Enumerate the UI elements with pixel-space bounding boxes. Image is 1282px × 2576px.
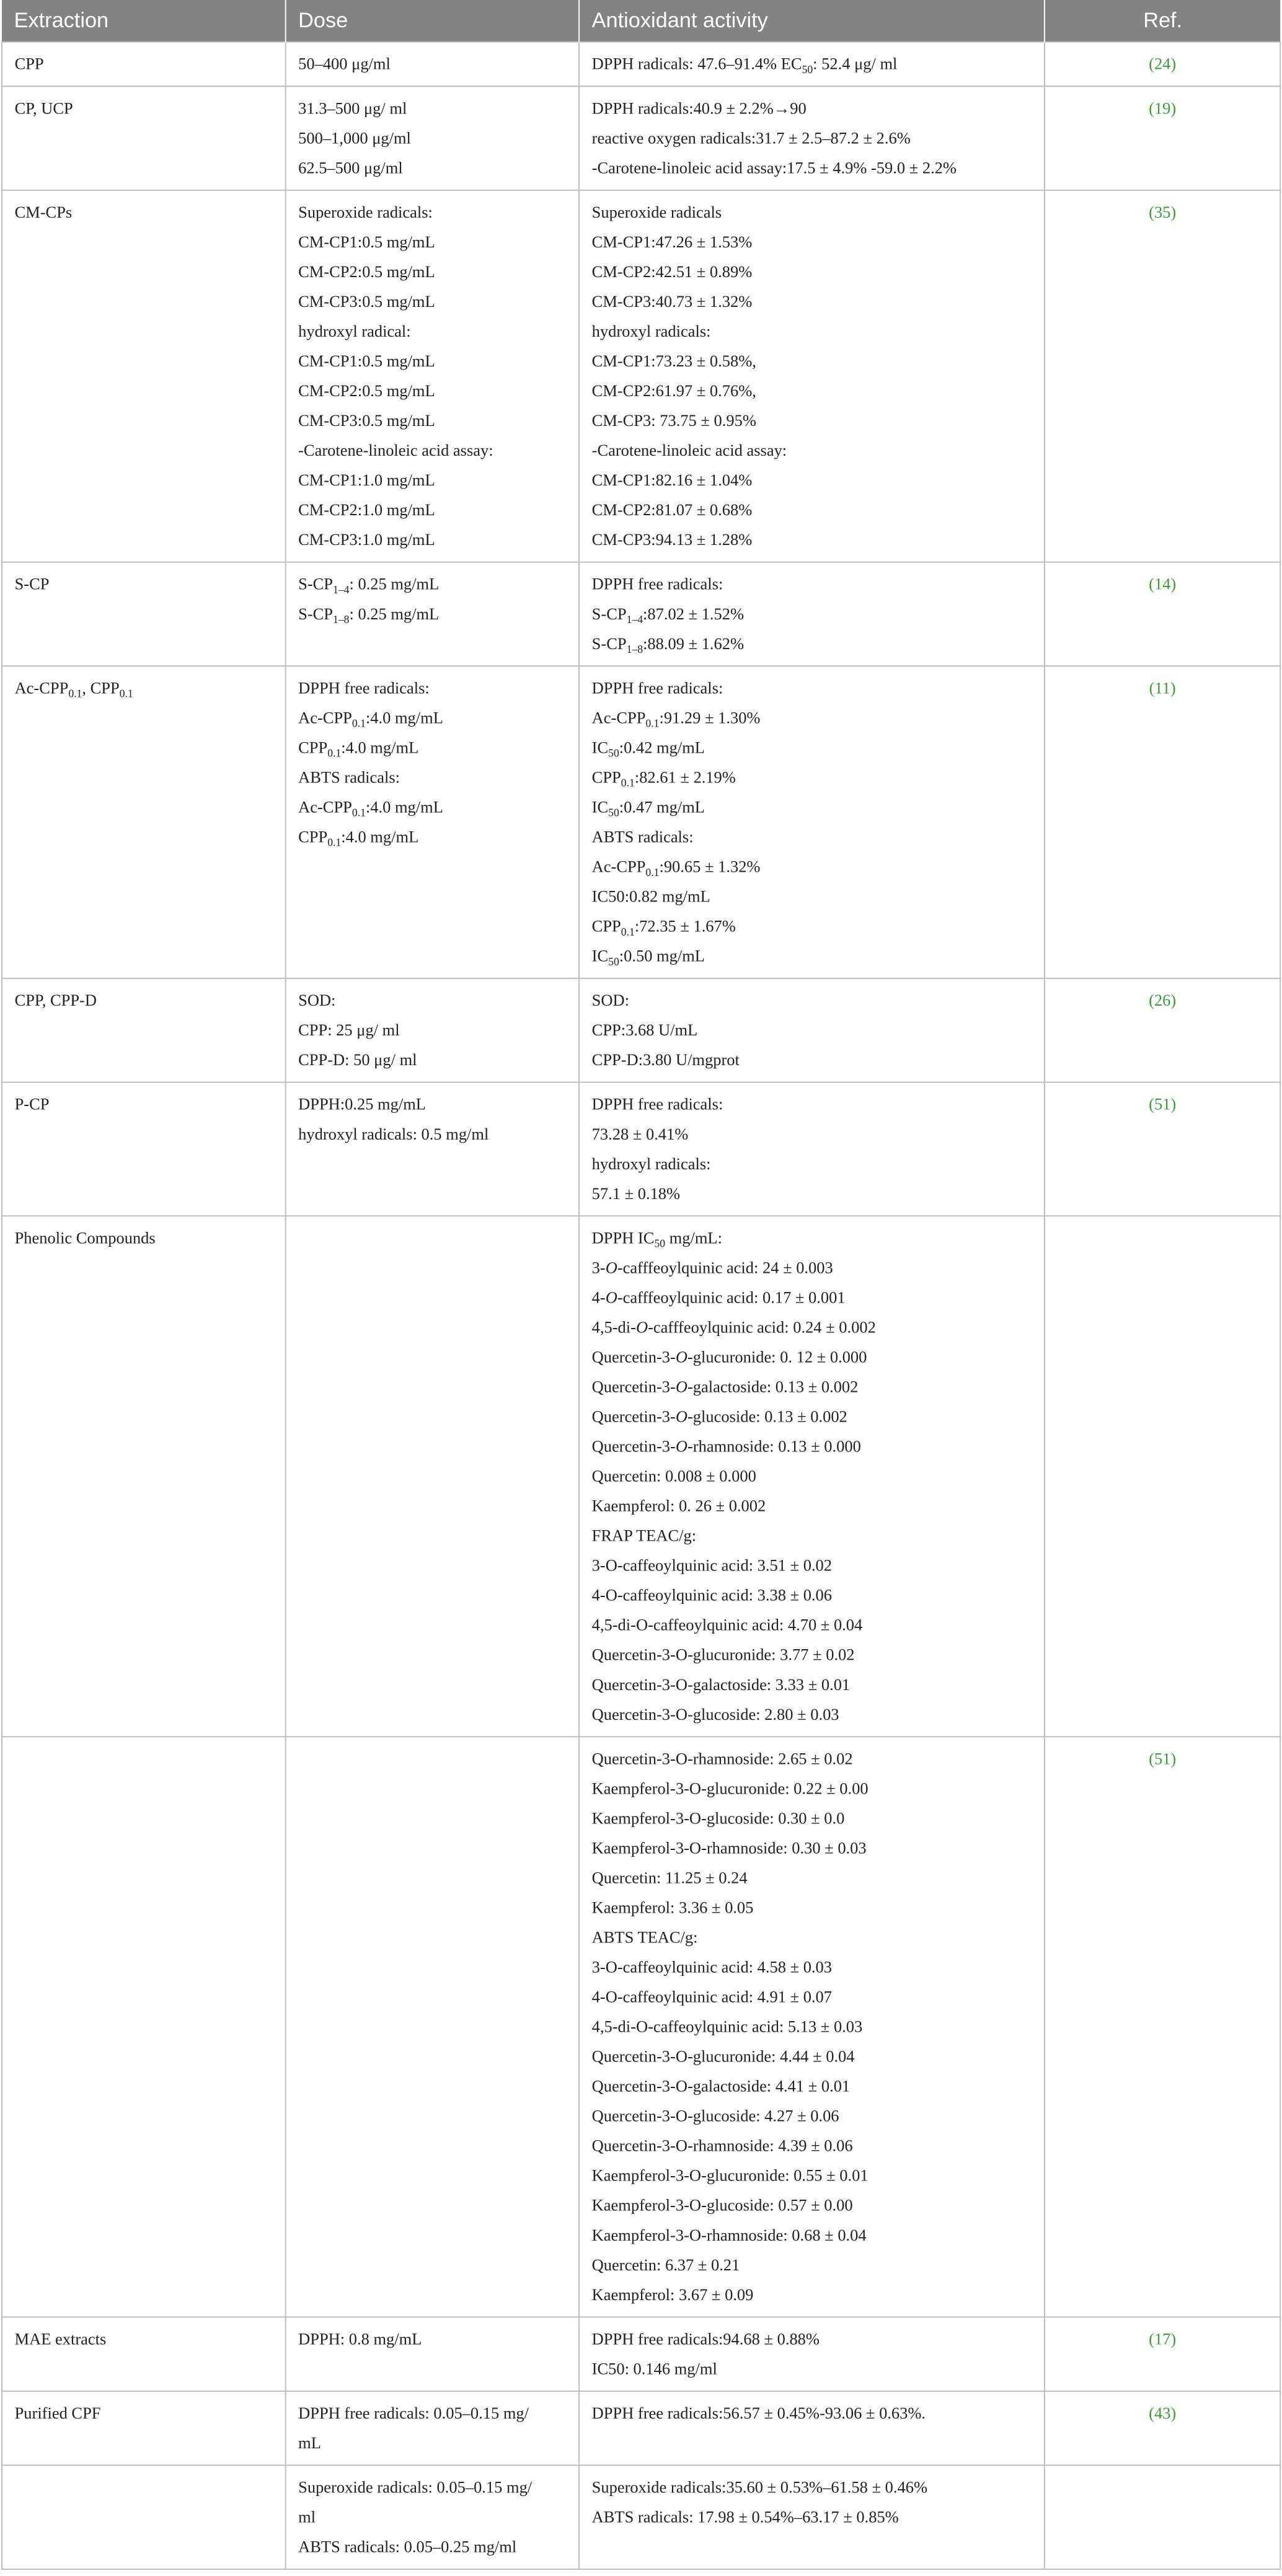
activity-line: DPPH $IC_{50}$ mg/mL: [591, 1228, 722, 1250]
cell-dose [286, 562, 580, 666]
activity-line: Quercetin: 11.25 ± 0.24 [591, 1868, 748, 1887]
activity-line: hydroxyl radicals: [591, 1154, 711, 1173]
header-extraction: Extraction [2, 0, 286, 42]
activity-line: Kaempferol-3-O-glucuronide: 0.55 ± 0.01 [591, 2166, 869, 2185]
cell-dose [286, 666, 580, 978]
cell-activity [579, 666, 1045, 978]
activity-line: Quercetin-3-O-glucoside: 4.27 ± 0.06 [591, 2107, 839, 2125]
cell-extraction [2, 1737, 286, 2317]
activity-line: Superoxide radicals:35.60 ± 0.53%–61.58 ± 0.46% [591, 2477, 928, 2497]
cell-dose [286, 2391, 580, 2466]
reference-link[interactable]: (26) [1149, 991, 1177, 1010]
activity-line: CM-CP2:81.07 ± 0.68% [591, 500, 753, 520]
extraction-line: Phenolic Compounds [14, 1228, 156, 1247]
cell-ref [1045, 1737, 1280, 2317]
dose-line: CM-CP2:0.5 mg/mL [298, 262, 435, 281]
activity-line: DPPH free radicals:94.68 ± 0.88% [591, 2329, 820, 2348]
activity-line: CM-CP2:61.97 ± 0.76%, [591, 381, 756, 400]
dose-line: ABTS radicals: 0.05–0.25 mg/ml [298, 2538, 517, 2556]
extraction-line: CPP, CPP-D [14, 991, 97, 1010]
dose-line: $CPP_{0.1}:4.0$ mg/mL [298, 827, 419, 849]
activity-line: Kaempferol-3-O-glucoside: 0.30 ± 0.0 [591, 1808, 845, 1828]
cell-activity [579, 1082, 1045, 1216]
dose-line: Superoxide radicals: 0.05–0.15 mg/ [298, 2477, 533, 2497]
dose-line: DPPH free radicals: 0.05–0.15 mg/ [298, 2404, 529, 2422]
activity-line: ABTS radicals: [591, 827, 694, 846]
activity-line: $CPP_{0.1}:72.35 \pm 1.67\%$ [591, 917, 736, 938]
activity-line: CM-CP2:42.51 ± 0.89% [591, 262, 753, 281]
table-row [2, 1082, 1280, 1216]
cell-extraction [2, 2465, 286, 2569]
table-row [2, 2317, 1280, 2391]
table-row [2, 978, 1280, 1082]
activity-line: $IC_{50}:0.47$ mg/mL [591, 797, 705, 819]
activity-line: $CPP_{0.1}:82.61 \pm 2.19\%$ [591, 768, 736, 789]
activity-line: DPPH free radicals: [591, 575, 723, 593]
activity-line: $Ac-CPP_{0.1}:90.65 \pm 1.32\%$ [591, 857, 761, 879]
cell-activity [579, 2465, 1045, 2569]
cell-activity [579, 42, 1045, 87]
dose-line: CM-CP1:1.0 mg/mL [298, 471, 435, 490]
cell-ref [1045, 2465, 1280, 2569]
extraction-line: CP, UCP [14, 99, 73, 118]
activity-line: Kaempferol: 0. 26 ± 0.002 [591, 1497, 766, 1515]
activity-line: ABTS radicals: 17.98 ± 0.54%–63.17 ± 0.85% [591, 2508, 899, 2526]
activity-line: Quercetin-3-O-galactoside: 3.33 ± 0.01 [591, 1675, 851, 1694]
activity-line: Kaempferol-3-O-glucuronide: 0.22 ± 0.00 [591, 1779, 869, 1798]
activity-line: Quercetin-3-O-glucoside: 2.80 ± 0.03 [591, 1705, 839, 1724]
activity-line: Quercetin-3-O-rhamnoside: 0.13 ± 0.000 [591, 1437, 861, 1456]
cell-extraction [2, 978, 286, 1082]
table-row [2, 2391, 1280, 2466]
activity-line: $IC_{50}:0.50$ mg/mL [591, 947, 705, 968]
activity-line: 4-O-caffeoylquinic acid: 3.38 ± 0.06 [591, 1586, 833, 1604]
cell-extraction [2, 562, 286, 666]
activity-line: CM-CP3:94.13 ± 1.28% [591, 530, 753, 549]
reference-link[interactable]: (35) [1149, 203, 1177, 221]
cell-extraction [2, 666, 286, 978]
table-row [2, 1737, 1280, 2317]
dose-line: CM-CP2:1.0 mg/mL [298, 500, 435, 520]
antioxidant-table [1, 0, 1281, 2570]
header-activity: Antioxidant activity [579, 0, 1045, 42]
cell-ref [1045, 562, 1280, 666]
activity-line: Quercetin-3-O-glucuronide: 4.44 ± 0.04 [591, 2047, 855, 2066]
activity-line: FRAP TEAC/g: [591, 1526, 697, 1545]
activity-line: DPPH radicals: 47.6–91.4% $EC_{50}$: 52.4 μg/ ml [591, 55, 898, 76]
activity-line: Quercetin-3-O-rhamnoside: 2.65 ± 0.02 [591, 1749, 853, 1768]
activity-line: $S-CP_{1-8}:88.09 \pm 1.62\%$ [591, 634, 745, 655]
cell-extraction [2, 1082, 286, 1216]
activity-line: 73.28 ± 0.41% [591, 1125, 689, 1143]
activity-line: hydroxyl radicals: [591, 322, 711, 340]
reference-link[interactable]: (17) [1149, 2329, 1177, 2348]
dose-line: CM-CP1:0.5 mg/mL [298, 352, 435, 370]
table-row [2, 42, 1280, 87]
cell-dose [286, 1737, 580, 2317]
activity-line: IC50: 0.146 mg/ml [591, 2359, 717, 2378]
cell-activity [579, 978, 1045, 1082]
cell-dose [286, 2317, 580, 2391]
activity-line: 3-O-caffeoylquinic acid: 3.51 ± 0.02 [591, 1556, 833, 1575]
cell-ref [1045, 2317, 1280, 2391]
dose-line: ABTS radicals: [298, 768, 400, 787]
activity-line: Superoxide radicals [591, 203, 722, 221]
table-row [2, 2465, 1280, 2569]
dose-line: CM-CP2:0.5 mg/mL [298, 381, 435, 400]
activity-line: Quercetin-3-O-galactoside: 4.41 ± 0.01 [591, 2077, 851, 2096]
cell-activity [579, 2391, 1045, 2466]
extraction-line: Purified CPF [14, 2404, 101, 2422]
dose-line: hydroxyl radicals: 0.5 mg/ml [298, 1125, 489, 1143]
cell-ref [1045, 978, 1280, 1082]
extraction-line: S-CP [14, 575, 50, 593]
activity-line: Quercetin-3-O-glucuronide: 0. 12 ± 0.000 [591, 1347, 867, 1366]
activity-line: IC50:0.82 mg/mL [591, 887, 710, 906]
dose-line: 500–1,000 μg/ml [298, 128, 411, 148]
activity-line: 4,5-di-O-cafffeoylquinic acid: 0.24 ± 0.002 [591, 1317, 876, 1337]
cell-dose [286, 1082, 580, 1216]
activity-line: ABTS TEAC/g: [591, 1928, 698, 1947]
dose-line: CPP: 25 μg/ ml [298, 1020, 400, 1040]
dose-line: hydroxyl radical: [298, 322, 411, 340]
dose-line: $CPP_{0.1}:4.0$ mg/mL [298, 738, 419, 759]
dose-line: 31.3–500 μg/ ml [298, 99, 407, 118]
activity-line: 4,5-di-O-caffeoylquinic acid: 5.13 ± 0.03 [591, 2017, 863, 2036]
activity-line: CM-CP3: 73.75 ± 0.95% [591, 411, 756, 430]
activity-line: Kaempferol-3-O-rhamnoside: 0.30 ± 0.03 [591, 1838, 867, 1857]
extraction-line: $Ac-CPP_{0.1}$, $CPP_{0.1}$ [14, 678, 133, 700]
activity-line: Kaempferol: 3.67 ± 0.09 [591, 2285, 754, 2304]
extraction-line: P-CP [14, 1095, 50, 1113]
header-ref: Ref. [1045, 0, 1280, 42]
activity-line: 57.1 ± 0.18% [591, 1184, 681, 1203]
activity-line: Kaempferol-3-O-glucoside: 0.57 ± 0.00 [591, 2196, 853, 2215]
activity-line: DPPH free radicals: [591, 678, 723, 697]
activity-line: CM-CP3:40.73 ± 1.32% [591, 292, 753, 311]
cell-dose [286, 978, 580, 1082]
table-row [2, 1216, 1280, 1737]
header-row [2, 0, 1280, 42]
cell-activity [579, 2317, 1045, 2391]
activity-line: 4-O-cafffeoylquinic acid: 0.17 ± 0.001 [591, 1288, 846, 1307]
cell-activity [579, 190, 1045, 562]
dose-line: ml [298, 2508, 316, 2526]
activity-line: 4,5-di-O-caffeoylquinic acid: 4.70 ± 0.04 [591, 1616, 863, 1634]
cell-extraction [2, 190, 286, 562]
cell-ref [1045, 1216, 1280, 1737]
header-dose: Dose [286, 0, 580, 42]
cell-dose [286, 1216, 580, 1737]
cell-dose [286, 86, 580, 190]
activity-line: 3-O-caffeoylquinic acid: 4.58 ± 0.03 [591, 1958, 833, 1976]
extraction-line: CM-CPs [14, 203, 73, 221]
cell-ref [1045, 666, 1280, 978]
reference-link[interactable]: (19) [1149, 99, 1177, 118]
cell-ref [1045, 2391, 1280, 2466]
cell-extraction [2, 1216, 286, 1737]
cell-ref [1045, 86, 1280, 190]
dose-line: CPP-D: 50 μg/ ml [298, 1050, 417, 1069]
reference-link[interactable]: (51) [1149, 1749, 1177, 1768]
activity-line: Quercetin-3-O-glucoside: 0.13 ± 0.002 [591, 1407, 847, 1426]
dose-line: 62.5–500 μg/ml [298, 158, 403, 177]
cell-activity [579, 1216, 1045, 1737]
activity-line: SOD: [591, 991, 629, 1010]
dose-line: $S-CP_{1-8}$: 0.25 mg/mL [298, 604, 440, 626]
extraction-line: MAE extracts [14, 2329, 107, 2348]
activity-line: reactive oxygen radicals:31.7 ± 2.5–87.2 ± 2.6% [591, 128, 911, 148]
activity-line: CM-CP1:82.16 ± 1.04% [591, 471, 753, 490]
cell-ref [1045, 190, 1280, 562]
dose-line: DPPH free radicals: [298, 678, 430, 697]
table-row [2, 190, 1280, 562]
activity-line: -Carotene-linoleic acid assay: [591, 441, 787, 459]
table-row [2, 562, 1280, 666]
activity-line: Quercetin-3-O-galactoside: 0.13 ± 0.002 [591, 1377, 859, 1396]
reference-link[interactable]: (11) [1149, 678, 1176, 697]
table-row [2, 666, 1280, 978]
activity-line: Kaempferol-3-O-rhamnoside: 0.68 ± 0.04 [591, 2226, 867, 2244]
cell-activity [579, 562, 1045, 666]
activity-line: CPP-D:3.80 U/mgprot [591, 1050, 740, 1069]
dose-line: $Ac-CPP_{0.1}:4.0$ mg/mL [298, 797, 443, 819]
dose-line: CM-CP3:0.5 mg/mL [298, 411, 435, 430]
cell-dose [286, 2465, 580, 2569]
cell-extraction [2, 42, 286, 87]
activity-line: CM-CP1:47.26 ± 1.53% [591, 232, 753, 251]
activity-line: Quercetin: 6.37 ± 0.21 [591, 2255, 740, 2274]
activity-line: $S-CP_{1-4}:87.02 \pm 1.52\%$ [591, 604, 745, 626]
dose-line: DPPH: 0.8 mg/mL [298, 2329, 422, 2348]
dose-line: DPPH:0.25 mg/mL [298, 1095, 426, 1113]
cell-ref [1045, 42, 1280, 87]
activity-line: $Ac-CPP_{0.1}:91.29 \pm 1.30\%$ [591, 708, 761, 730]
reference-link[interactable]: (51) [1149, 1095, 1177, 1113]
reference-link[interactable]: (43) [1149, 2404, 1177, 2422]
activity-line: -Carotene-linoleic acid assay:17.5 ± 4.9% -59.0 ± 2.2% [591, 158, 957, 177]
cell-extraction [2, 2391, 286, 2466]
dose-line: CM-CP3:0.5 mg/mL [298, 292, 435, 311]
dose-line: SOD: [298, 991, 336, 1010]
dose-line: $Ac-CPP_{0.1}:4.0$ mg/mL [298, 708, 443, 730]
activity-line: DPPH radicals:40.9 ± 2.2%→90 [591, 99, 807, 118]
cell-dose [286, 190, 580, 562]
cell-dose [286, 42, 580, 87]
table-container [1, 0, 1281, 2556]
activity-line: Kaempferol: 3.36 ± 0.05 [591, 1898, 754, 1917]
activity-line: CPP:3.68 U/mL [591, 1020, 698, 1040]
reference-link[interactable]: (24) [1149, 55, 1177, 73]
table-row [2, 86, 1280, 190]
activity-line: DPPH free radicals: [591, 1095, 723, 1113]
activity-line: Quercetin-3-O-glucuronide: 3.77 ± 0.02 [591, 1645, 855, 1664]
cell-activity [579, 86, 1045, 190]
activity-line: Quercetin: 0.008 ± 0.000 [591, 1467, 756, 1485]
activity-line: 3-O-cafffeoylquinic acid: 24 ± 0.003 [591, 1258, 833, 1277]
dose-line: mL [298, 2433, 321, 2452]
extraction-line: CPP [14, 55, 44, 73]
dose-line: CM-CP3:1.0 mg/mL [298, 530, 435, 549]
cell-extraction [2, 86, 286, 190]
reference-link[interactable]: (14) [1149, 575, 1177, 593]
activity-line: Quercetin-3-O-rhamnoside: 4.39 ± 0.06 [591, 2136, 853, 2155]
activity-line: $IC_{50}:0.42$ mg/mL [591, 738, 705, 759]
cell-activity [579, 1737, 1045, 2317]
dose-line: CM-CP1:0.5 mg/mL [298, 232, 435, 251]
activity-line: DPPH free radicals:56.57 ± 0.45%-93.06 ± 0.63%. [591, 2404, 926, 2422]
cell-extraction [2, 2317, 286, 2391]
activity-line: 4-O-caffeoylquinic acid: 4.91 ± 0.07 [591, 1988, 833, 2006]
table-body [2, 42, 1280, 2569]
dose-line: Superoxide radicals: [298, 203, 433, 221]
dose-line: $S-CP_{1-4}$: 0.25 mg/mL [298, 575, 440, 596]
dose-line: 50–400 μg/ml [298, 55, 391, 73]
dose-line: -Carotene-linoleic acid assay: [298, 441, 493, 459]
cell-ref [1045, 1082, 1280, 1216]
activity-line: CM-CP1:73.23 ± 0.58%, [591, 352, 756, 370]
